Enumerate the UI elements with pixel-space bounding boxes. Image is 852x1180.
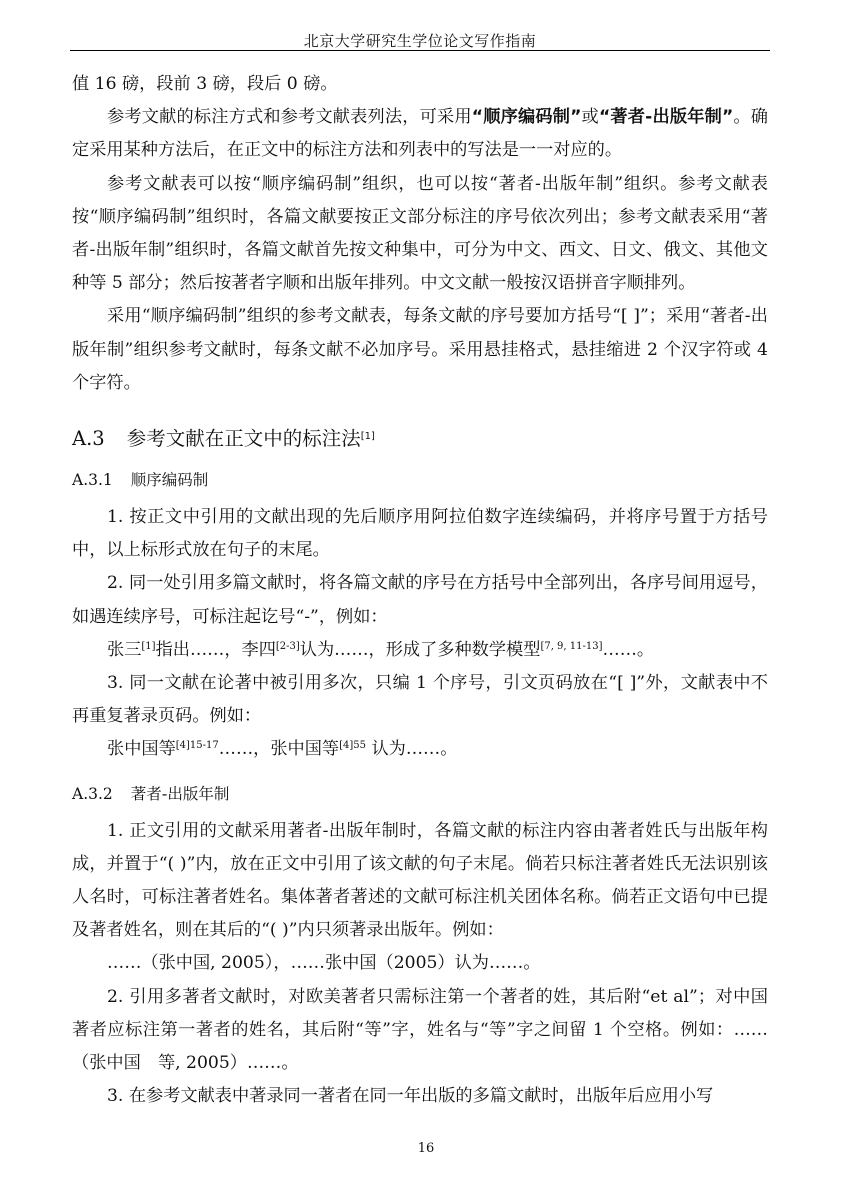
section-heading-a3: A.3 参考文献在正文中的标注法[1]: [72, 427, 375, 451]
paragraph: 值 16 磅，段前 3 磅，段后 0 磅。: [72, 74, 338, 94]
paragraph: 3. 同一文献在论著中被引用多次，只编 1 个序号，引文页码放在“[ ]”外，文献表中不再重复著录页码。例如：: [72, 673, 768, 727]
paragraph: 参考文献的标注方式和参考文献表列法，可采用“顺序编码制”或“著者-出版年制”。确定采用某种方法后，在正文中的标注方法和列表中的写法是一一对应的。: [72, 107, 768, 161]
example-line: 张三[1]指出……，李四[2-3]认为……，形成了多种数学模型[7, 9, 11-13]……。: [107, 639, 655, 660]
page-number: 16: [417, 1141, 435, 1156]
header-rule: [70, 50, 770, 51]
example-line: 张中国等$^{[4]15-17}$……，张中国等$^{[4]55}$ 认为……。: [107, 739, 458, 760]
subsection-heading-a32: A.3.2 著者-出版年制: [72, 784, 230, 803]
paragraph: 采用“顺序编码制”组织的参考文献表，每条文献的序号要加方括号“[ ]”；采用“著者-出版年制”组织参考文献时，每条文献不必加序号。采用悬挂格式，悬挂缩进 2 个汉字符或 4 个字符。: [72, 306, 768, 393]
running-header: 北京大学研究生学位论文写作指南: [303, 32, 537, 50]
body-text: [72, 68, 768, 1113]
example-line: ……（张中国, 2005），……张中国（2005）认为……。: [107, 953, 541, 974]
paragraph: 2. 同一处引用多篇文献时，将各篇文献的序号在方括号中全部列出，各序号间用逗号，如遇连续序号，可标注起讫号“-”，例如：: [72, 573, 768, 627]
paragraph: 参考文献表可以按“顺序编码制”组织，也可以按“著者-出版年制”组织。参考文献表按“顺序编码制”组织时，各篇文献要按正文部分标注的序号依次列出；参考文献表采用“著者-出版年制”组织时，各篇文献首先按文种集中，可分为中文、西文、日文、俄文、其他文种等 5 部分；然后按著者字顺和出版年排列。中文文献一般按汉语拼音字顺排列。: [72, 173, 768, 294]
paragraph: 3. 在参考文献表中著录同一著者在同一年出版的多篇文献时，出版年后应用小写: [107, 1086, 714, 1107]
paragraph: 1. 按正文中引用的文献出现的先后顺序用阿拉伯数字连续编码，并将序号置于方括号中，以上标形式放在句子的末尾。: [72, 507, 768, 561]
paragraph: 2. 引用多著者文献时，对欧美著者只需标注第一个著者的姓，其后附“et al”；对中国著者应标注第一著者的姓名，其后附“等”字，姓名与“等”字之间留 1 个空格。例如：……（张中国 等, 2005）……。: [72, 986, 768, 1074]
subsection-heading-a31: A.3.1 顺序编码制: [72, 471, 209, 490]
paragraph: 1. 正文引用的文献采用著者-出版年制时，各篇文献的标注内容由著者姓氏与出版年构成，并置于“( )”内，放在正文中引用了该文献的句子末尾。倘若只标注著者姓氏无法识别该人名时，可标注著者姓名。集体著者著述的文献可标注机关团体名称。倘若正文语句中已提及著者姓名，则在其后的“( )”内只须著录出版年。例如：: [72, 820, 768, 941]
